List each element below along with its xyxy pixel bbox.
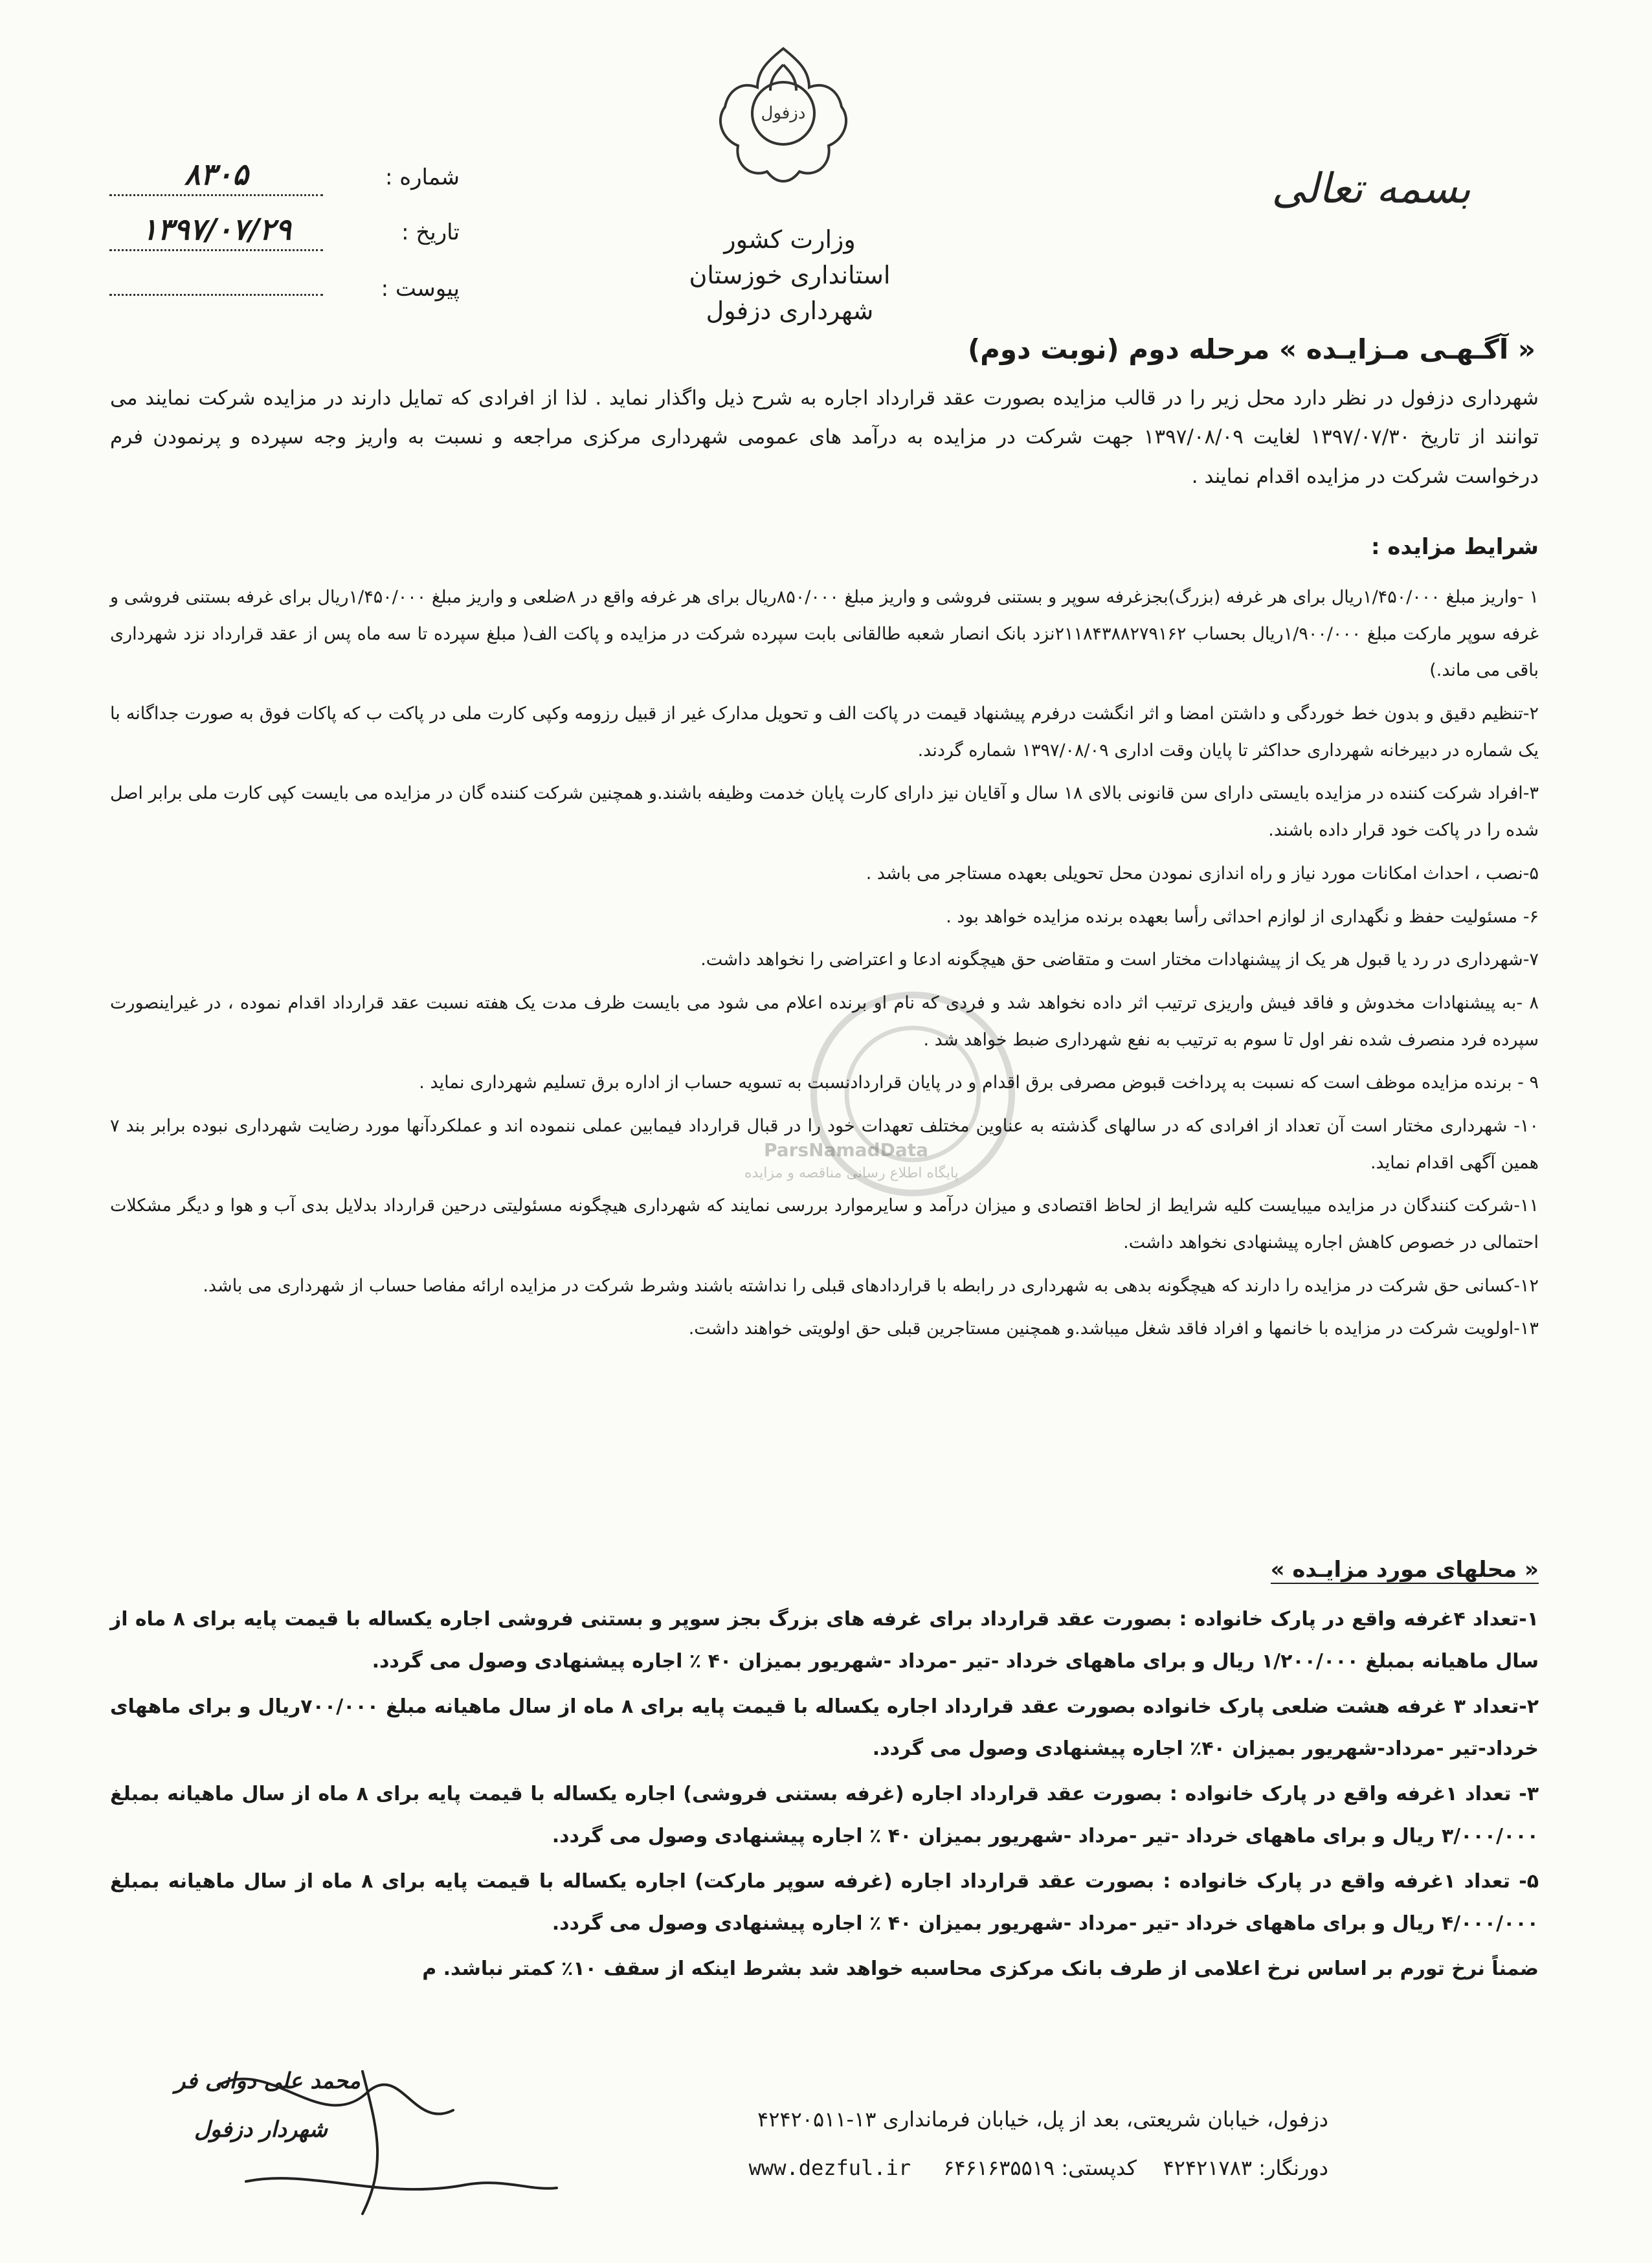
fax-number: ۴۲۴۲۱۷۸۳	[1163, 2156, 1253, 2180]
conditions-heading: شرایط مزایده :	[1370, 534, 1539, 560]
condition-item: ۶- مسئولیت حفظ و نگهداری از لوازم احداثی رأسا بعهده برنده مزایده خواهد بود .	[946, 906, 1539, 927]
watermark-tagline: پایگاه اطلاع رسانی مناقصه و مزایده	[744, 1165, 959, 1181]
location-item: ۵- تعداد ۱غرفه واقع در پارک خانواده : بصورت عقد قرارداد اجاره (غرفه سوپر مارکت) اجاره یکساله با قیمت پایه برای ۸ ماه از سال ماهیانه بمبلغ ۴/۰۰۰/۰۰۰ ریال و برای ماههای خرداد -تیر -مرداد -شهریور بمیزان ۴۰ ٪ اجاره پیشنهادی وصول می گردد.	[110, 1870, 1539, 1935]
location-item: ضمناً نرخ تورم بر اساس نرخ اعلامی از طرف بانک مرکزی محاسبه خواهد شد بشرط اینکه از سقف ۱۰٪ کمتر نباشد. م	[422, 1957, 1539, 1980]
conditions-list	[110, 579, 1539, 1354]
location-item: ۳- تعداد ۱غرفه واقع در پارک خانواده : بصورت عقد قرارداد اجاره (غرفه بستنی فروشی) اجاره یکساله با قیمت پایه برای ۸ ماه از سال ماهیانه بمبلغ ۳/۰۰۰/۰۰۰ ریال و برای ماههای خرداد -تیر -مرداد -شهریور بمیزان ۴۰ ٪ اجاره پیشنهادی وصول می گردد.	[110, 1783, 1539, 1847]
governorate-name: استانداری خوزستان	[689, 261, 891, 289]
website-link[interactable]: www.dezful.ir	[748, 2156, 911, 2180]
letter-attachment-row	[97, 265, 460, 303]
footer-address: دزفول، خیابان شریعتی، بعد از پل، خیابان فرمانداری ۱۳-۴۲۴۲۰۵۱۱	[757, 2107, 1328, 2132]
watermark-name: ParsNamadData	[764, 1139, 928, 1161]
fax-label: دورنگار:	[1258, 2156, 1328, 2180]
municipality-name: شهرداری دزفول	[706, 296, 874, 325]
letter-number-row	[97, 155, 460, 196]
condition-item: ۸ -به پیشنهادات مخدوش و فاقد فیش واریزی ترتیب اثر داده نخواهد شد و فردی که نام او برنده اعلام می شود می بایست ظرف مدت یک هفته نسبت عقد قرارداد اقدام نموده ، در غیراینصورت سپرده فرد منصرف شده نفر اول تا سوم به ترتیب به نفع شهرداری ضبط خواهد شد .	[110, 992, 1539, 1050]
letter-date-value: ۱۳۹۷/۰۷/۲۹	[109, 210, 323, 251]
location-item: ۲-تعداد ۳ غرفه هشت ضلعی پارک خانواده بصورت عقد قرارداد اجاره یکساله با قیمت پایه برای ۸ ماه از سال ماهیانه مبلغ ۷۰۰/۰۰۰ریال و برای ماههای خرداد-تیر -مرداد-شهریور بمیزان ۴۰٪ اجاره پیشنهادی وصول می گردد.	[110, 1695, 1539, 1760]
signatory-name: محمد علی دوانی فر	[175, 2068, 361, 2094]
intro-paragraph: شهرداری دزفول در نظر دارد محل زیر را در قالب مزایده بصورت عقد قرارداد اجاره به شرح ذیل واگذار نماید . لذا از افرادی که تمایل دارند در مزایده شرکت نمایند می توانند از تاریخ ۱۳۹۷/۰۷/۳۰ لغایت ۱۳۹۷/۰۸/۰۹ جهت شرکت در مزایده به درآمد های عمومی شهرداری مرکزی مراجعه و نسبت به واریز وجه سپرده و پرنمودن فرم درخواست شرکت در مزایده اقدام نمایند .	[110, 386, 1539, 488]
auction-title: « آگـهـی مـزایـده » مرحله دوم (نوبت دوم)	[967, 333, 1535, 365]
condition-item: ۱۳-اولویت شرکت در مزایده با خانمها و افراد فاقد شغل میباشد.و همچنین مستاجرین قبلی حق اولویتی خواهند داشت.	[688, 1319, 1539, 1339]
ministry-name: وزارت کشور	[724, 225, 856, 254]
location-item: ۱-تعداد ۴غرفه واقع در پارک خانواده : بصورت عقد قرارداد برای غرفه های بزرگ بجز سوپر و بستنی فروشی اجاره یکساله با قیمت پایه برای ۸ ماه از سال ماهیانه بمبلغ ۱/۲۰۰/۰۰۰ ریال و برای ماههای خرداد -تیر -مرداد -شهریور بمیزان ۴۰ ٪ اجاره پیشنهادی وصول می گردد.	[110, 1608, 1539, 1673]
besm-heading: بسمه تعالی	[1271, 165, 1471, 213]
letter-number-value: ۸۳۰۵	[109, 155, 323, 196]
letter-date-row	[97, 210, 460, 251]
condition-item: ۵-نصب ، احداث امکانات مورد نیاز و راه اندازی نمودن محل تحویلی بعهده مستاجر می باشد .	[865, 863, 1539, 884]
condition-item: ۹ - برنده مزایده موظف است که نسبت به پرداخت قبوض مصرفی برق اقدام و در پایان قراردادنسبت به تسویه حساب از اداره برق تسلیم شهرداری نماید .	[419, 1073, 1539, 1093]
municipality-logo-icon	[706, 36, 861, 191]
condition-item: ۱۰- شهرداری مختار است آن تعداد از افرادی که در سالهای گذشته به عناوین مختلف تعهدات خود را در قبال قرارداد فیمابین عملی ننموده اند و عملکردآنها مورد رضایت شهرداری نبوده برابر بند ۷ همین آگهی اقدام نماید.	[110, 1115, 1539, 1173]
condition-item: ۳-افراد شرکت کننده در مزایده بایستی دارای سن قانونی بالای ۱۸ سال و آقایان نیز دارای کارت پایان خدمت وظیفه باشند.و همچنین شرکت کننده گان در مزایده می بایست کپی کارت ملی برابر اصل شده را در پاکت خود قرار داده باشند.	[110, 783, 1539, 841]
footer-contact	[749, 2156, 1328, 2180]
letter-attachment-value	[109, 265, 323, 296]
condition-item: ۷-شهرداری در رد یا قبول هر یک از پیشنهادات مختار است و متقاضی حق هیچگونه ادعا و اعتراضی را نخواهد داشت.	[700, 950, 1539, 970]
condition-item: ۱۲-کسانی حق شرکت در مزایده را دارند که هیچگونه بدهی به شهرداری در رابطه با قراردادهای قبلی را نداشته باشند وشرط شرکت در مزایده ارائه مفاصا حساب از شهرداری می باشد.	[203, 1275, 1539, 1296]
locations-list	[110, 1599, 1539, 1994]
postal-code-label: کدپستی:	[1061, 2156, 1137, 2180]
svg-text:دزفول: دزفول	[761, 104, 806, 123]
postal-code: ۶۴۶۱۶۳۵۵۱۹	[943, 2156, 1055, 2180]
locations-heading: « محلهای مورد مزایـده »	[1270, 1557, 1539, 1583]
condition-item: ۱ -واریز مبلغ ۱/۴۵۰/۰۰۰ریال برای هر غرفه (بزرگ)بجزغرفه سوپر و بستنی فروشی و واریز مبلغ ۸۵۰/۰۰۰ریال برای هر غرفه واقع در ۸ضلعی و واریز مبلغ ۱/۴۵۰/۰۰۰ریال برای غرفه بستنی فروشی و غرفه سوپر مارکت مبلغ ۱/۹۰۰/۰۰۰ریال بحساب ۲۱۱۸۴۳۸۸۲۷۹۱۶۲نزد بانک انصار شعبه طالقانی بابت سپرده شرکت در مزایده و پاکت الف( مبلغ سپرده تا سه ماه پس از عقد قرارداد نزد شهرداری باقی می ماند.)	[110, 587, 1539, 681]
condition-item: ۱۱-شرکت کنندگان در مزایده میبایست کلیه شرایط از لحاظ اقتصادی و میزان درآمد و سایرموارد بررسی نمایند که شهرداری هیچگونه مسئولیتی درحین قرارداد بدلایل بدی آب و هوا و دیگر مشکلات احتمالی در خصوص کاهش اجاره پیشنهادی نخواهد داشت.	[110, 1196, 1539, 1253]
condition-item: ۲-تنظیم دقیق و بدون خط خوردگی و داشتن امضا و اثر انگشت درفرم پیشنهاد قیمت در پاکت الف و تحویل مدارک غیر از قبیل رزومه وکپی کارت ملی در پاکت ب که پاکات فوق به صورت جداگانه با یک شماره در دبیرخانه شهرداری حداکثر تا پایان وقت اداری ۱۳۹۷/۰۸/۰۹ شماره گردند.	[110, 704, 1539, 761]
letter-number-label: شماره :	[385, 164, 460, 190]
letter-attachment-label: پیوست :	[381, 276, 460, 302]
letter-date-label: تاریخ :	[401, 219, 460, 245]
signatory-title: شهردار دزفول	[194, 2117, 328, 2143]
